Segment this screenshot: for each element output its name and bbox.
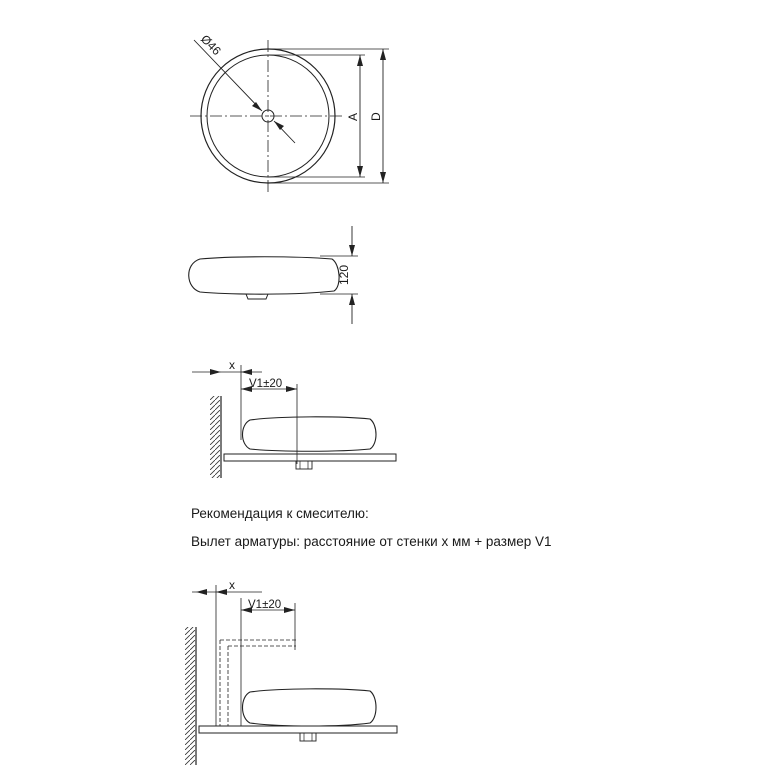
x-arrow-left-1: [210, 369, 221, 375]
recommendation-title: Рекомендация к смесителю:: [191, 506, 369, 521]
dim-d-arrow-top: [380, 49, 386, 60]
dim-120-arrow-bottom: [349, 294, 355, 305]
drain-2: [300, 733, 316, 741]
height-label: 120: [337, 264, 351, 285]
basin-1: [243, 417, 377, 451]
dim-d-arrow-bottom: [380, 172, 386, 183]
basin-side-profile: [189, 257, 339, 294]
drain-stub: [246, 294, 268, 299]
dimension-a-label: A: [346, 112, 360, 121]
diameter-label: Ø46: [198, 31, 224, 58]
x-label-2: x: [229, 578, 235, 592]
dimension-d-label: D: [369, 112, 383, 121]
dim-120-arrow-top: [349, 245, 355, 256]
side-view: [189, 226, 358, 324]
x-arrow-left-2: [196, 589, 207, 595]
diameter-arrow-2: [274, 121, 284, 130]
x-label-1: x: [229, 358, 235, 372]
diameter-arrow-1: [252, 102, 262, 111]
dim-a-arrow-top: [357, 55, 363, 66]
wall-hatch-2: [185, 627, 195, 765]
install-view-1: [192, 365, 396, 478]
countertop-2: [199, 726, 397, 733]
v1-label-2: V1±20: [248, 599, 282, 611]
v1-arrow-right-2: [284, 607, 295, 613]
install-view-2: [185, 585, 397, 765]
v1-label-1: V1±20: [249, 378, 283, 390]
x-arrow-right-2: [216, 589, 227, 595]
drain-1: [296, 461, 312, 469]
recommendation-text: Вылет арматуры: расстояние от стенки x мм + размер V1: [191, 534, 552, 549]
wall-hatch-1: [210, 396, 220, 478]
dim-a-arrow-bottom: [357, 166, 363, 177]
v1-arrow-right-1: [286, 386, 297, 392]
x-arrow-right-1: [241, 369, 252, 375]
basin-2: [243, 689, 377, 726]
countertop-1: [224, 454, 396, 461]
